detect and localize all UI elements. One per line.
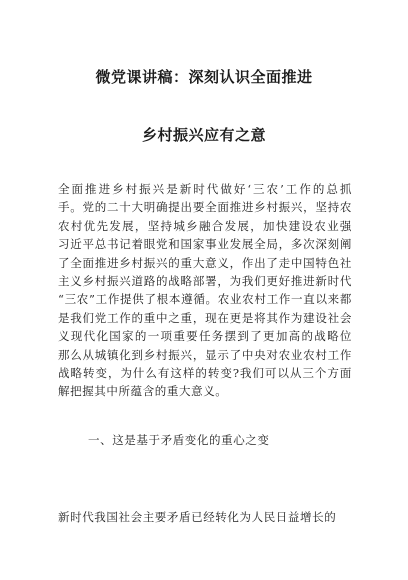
- paragraph-line: 那么从城镇化到乡村振兴，显示了中央对农业农村工作: [58, 347, 352, 362]
- document-title-line-2: 乡村振兴应有之意: [141, 126, 266, 144]
- paragraph-line: 手。党的二十大明确提出要全面推进乡村振兴，坚持农: [58, 200, 352, 215]
- paragraph-line: 是我们党工作的重中之重，现在更是将其作为建设社会: [58, 310, 352, 325]
- paragraph-2-line-1: 新时代我国社会主要矛盾已经转化为人民日益增长的: [58, 510, 337, 524]
- paragraph-line: 了全面推进乡村振兴的重大意义，作出了走中国特色社: [58, 255, 352, 270]
- paragraph-line: 农村优先发展，坚持城乡融合发展，加快建设农业强: [58, 218, 352, 233]
- paragraph-line: 战略转变，为什么有这样的转变?我们可以从三个方面: [58, 365, 352, 380]
- paragraph-line: 全面推进乡村振兴是新时代做好‘三农’工作的总抓: [58, 182, 352, 196]
- paragraph-line: 解把握其中所蕴含的重大意义。: [58, 384, 228, 399]
- section-heading-1: 一、这是基于矛盾变化的重心之变: [88, 433, 270, 447]
- document-title-line-1: 微党课讲稿：深刻认识全面推进: [95, 68, 313, 86]
- paragraph-line: 义现代化国家的一项重要任务摆到了更加高的战略位: [58, 329, 352, 344]
- paragraph-line: “三农”工作提供了根本遵循。农业农村工作一直以来都: [58, 292, 352, 307]
- paragraph-line: 习近平总书记着眼党和国家事业发展全局，多次深刻阐: [58, 237, 352, 252]
- paragraph-1: [58, 180, 352, 401]
- paragraph-line: 主义乡村振兴道路的战略部署，为我们更好推进新时代: [58, 273, 352, 288]
